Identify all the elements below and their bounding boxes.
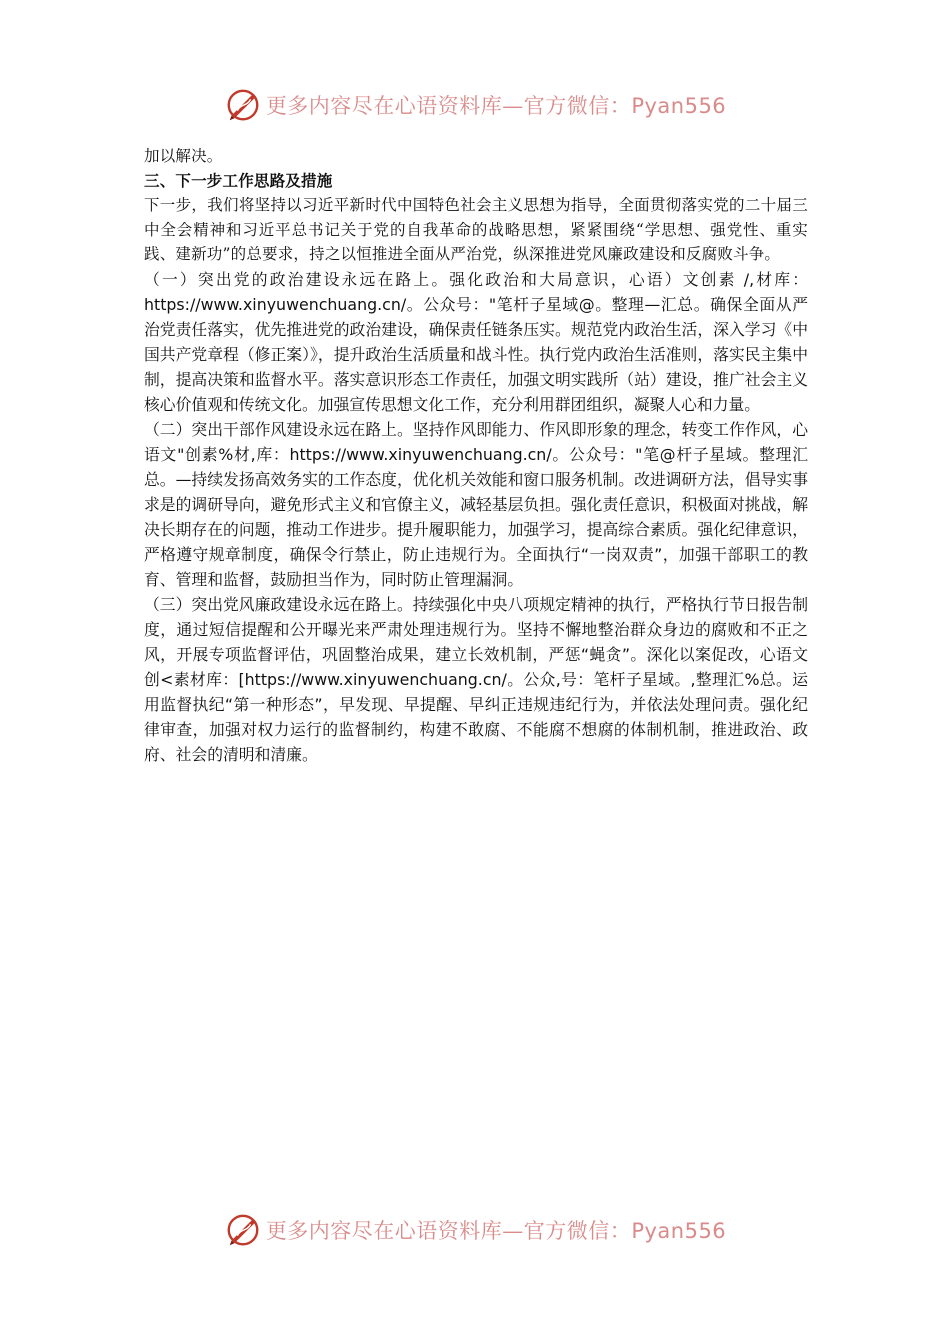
header-watermark-banner — [0, 83, 950, 127]
paragraph-item-1: （一）突出党的政治建设永远在路上。强化政治和大局意识，心语）文创素 /,材库：https://www.xinyuwenchuang.cn/。公众号："笔杆子星域@。整理—汇总。确保全面从严治党责任落实，优先推进党的政治建设，确保责任链条压实。规范党内政治生活，深入学习《中国共产党章程（修正案）》，提升政治生活质量和战斗性。执行党内政治生活准则，落实民主集中制，提高决策和监督水平。落实意识形态工作责任，加强文明实践所（站）建设，推广社会主义核心价值观和传统文化。加强宣传思想文化工作，充分利用群团组织，凝聚人心和力量。 — [144, 269, 808, 414]
wechat-id: Pyan556 — [631, 1219, 727, 1243]
paragraph-continuation: 加以解决。 — [144, 147, 223, 165]
document-body — [144, 144, 808, 767]
footer-watermark-banner — [0, 1208, 950, 1252]
pen-logo-icon — [224, 86, 262, 124]
section-heading: 三、下一步工作思路及措施 — [144, 170, 333, 190]
pen-logo-icon — [224, 1211, 262, 1249]
paragraph-item-3: （三）突出党风廉政建设永远在路上。持续强化中央八项规定精神的执行，严格执行节日报告制度，通过短信提醒和公开曝光来严肃处理违规行为。坚持不懈地整治群众身边的腐败和不正之风，开展专项监督评估，巩固整治成果，建立长效机制，严惩“蝇贪”。深化以案促改，心语文创<素材库：[https://www.xinyuwenchuang.cn/。公众,号：笔杆子星域。,整理汇%总。运用监督执纪“第一种形态”，早发现、早提醒、早纠正违规违纪行为，并依法处理问责。强化纪律审查，加强对权力运行的监督制约，构建不敢腐、不能腐不想腐的体制机制，推进政治、政府、社会的清明和清廉。 — [144, 594, 808, 764]
paragraph-item-2: （二）突出干部作风建设永远在路上。坚持作风即能力、作风即形象的理念，转变工作作风，心语文"创素%材,库：https://www.xinyuwenchuang.cn/。公众号："笔@杆子星域。整理汇总。—持续发扬高效务实的工作态度，优化机关效能和窗口服务机制。改进调研方法，倡导实事求是的调研导向，避免形式主义和官僚主义，减轻基层负担。强化责任意识，积极面对挑战，解决长期存在的问题，推动工作进步。提升履职能力，加强学习，提高综合素质。强化纪律意识，严格遵守规章制度，确保令行禁止，防止违规行为。全面执行“一岗双责”，加强干部职工的教育、管理和监督，鼓励担当作为，同时防止管理漏洞。 — [144, 419, 808, 589]
wechat-id: Pyan556 — [631, 94, 727, 118]
paragraph-intro: 下一步，我们将坚持以习近平新时代中国特色社会主义思想为指导，全面贯彻落实党的二十届三中全会精神和习近平总书记关于党的自我革命的战略思想，紧紧围绕“学思想、强党性、重实践、建新功”的总要求，持之以恒推进全面从严治党，纵深推进党风廉政建设和反腐败斗争。 — [144, 196, 808, 263]
watermark-text: 更多内容尽在心语资料库—官方微信：Pyan556 — [265, 1219, 727, 1243]
watermark-text: 更多内容尽在心语资料库—官方微信：Pyan556 — [265, 94, 727, 118]
